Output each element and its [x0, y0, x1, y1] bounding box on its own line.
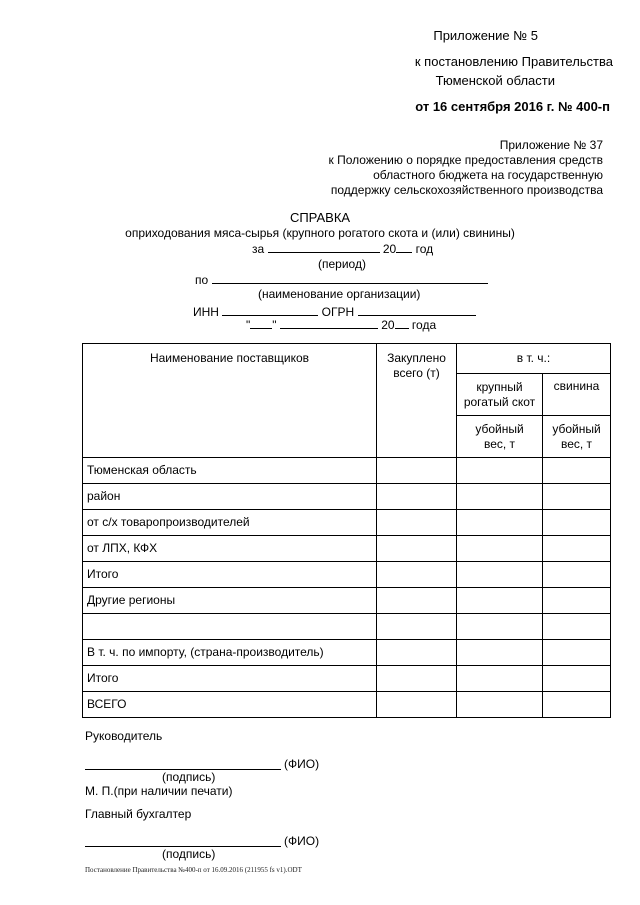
cattle-cell[interactable] [457, 562, 543, 588]
pork-cell[interactable] [543, 588, 611, 614]
pork-cell[interactable] [543, 510, 611, 536]
accountant-label: Главный бухгалтер [85, 807, 192, 821]
table-body [83, 458, 611, 718]
total-cell[interactable] [377, 666, 457, 692]
row-label: ВСЕГО [83, 692, 377, 718]
pork-cell[interactable] [543, 536, 611, 562]
header-cattle: крупный рогатый скот [457, 374, 543, 416]
cattle-cell[interactable] [457, 588, 543, 614]
organization-line [195, 271, 488, 287]
po-label: по [195, 273, 209, 287]
procurement-table [82, 343, 611, 718]
appendix-37-line-2: областного бюджета на государственную [373, 168, 603, 182]
row-label [83, 614, 377, 640]
head-fio-label: (ФИО) [284, 757, 320, 771]
cattle-cell[interactable] [457, 692, 543, 718]
date-line [246, 316, 436, 332]
stamp-label: М. П.(при наличии печати) [85, 784, 233, 798]
year-prefix: 20 [382, 242, 397, 256]
pork-cell[interactable] [543, 484, 611, 510]
date-year-prefix: 20 [381, 318, 395, 332]
cattle-cell[interactable] [457, 458, 543, 484]
total-cell[interactable] [377, 536, 457, 562]
appendix-37-line-1: к Положению о порядке предоставления средств [328, 153, 603, 167]
cattle-cell[interactable] [457, 666, 543, 692]
table-row [83, 588, 611, 614]
head-signature-caption: (подпись) [162, 770, 216, 784]
cattle-cell[interactable] [457, 484, 543, 510]
header-pork-weight: убойный вес, т [543, 416, 611, 458]
document-footer: Постановление Правительства №400-п от 16.09.2016 (211955 fs v1).ODT [85, 866, 302, 874]
cattle-cell[interactable] [457, 510, 543, 536]
row-label: от ЛПХ, КФХ [83, 536, 377, 562]
document-subtitle: оприходования мяса-сырья (крупного рогатого скота и (или) свинины) [125, 226, 515, 240]
pork-cell[interactable] [543, 666, 611, 692]
pork-cell[interactable] [543, 640, 611, 666]
table-row [83, 614, 611, 640]
header-pork: свинина [543, 374, 611, 416]
total-cell[interactable] [377, 692, 457, 718]
date-quote-close: " [272, 318, 277, 332]
table-row [83, 666, 611, 692]
appendix-5-date: от 16 сентября 2016 г. № 400-п [415, 99, 610, 114]
total-cell[interactable] [377, 458, 457, 484]
header-cattle-weight: убойный вес, т [457, 416, 543, 458]
header-total: Закуплено всего (т) [377, 344, 457, 458]
accountant-signature-caption: (подпись) [162, 847, 216, 861]
document-title: СПРАВКА [289, 210, 351, 225]
cattle-cell[interactable] [457, 614, 543, 640]
za-label: за [252, 242, 265, 256]
table-row [83, 640, 611, 666]
row-label: от с/х товаропроизводителей [83, 510, 377, 536]
organization-field[interactable] [212, 271, 488, 284]
date-quote-open: " [246, 318, 251, 332]
table-row [83, 484, 611, 510]
organization-caption: (наименование организации) [258, 287, 421, 301]
total-cell[interactable] [377, 484, 457, 510]
total-cell[interactable] [377, 588, 457, 614]
row-label: Другие регионы [83, 588, 377, 614]
period-caption: (период) [318, 257, 366, 271]
table-row [83, 692, 611, 718]
cattle-cell[interactable] [457, 640, 543, 666]
table-row [83, 536, 611, 562]
header-including: в т. ч.: [457, 344, 611, 374]
period-field[interactable] [268, 240, 380, 253]
row-label: район [83, 484, 377, 510]
total-cell[interactable] [377, 640, 457, 666]
year-field[interactable] [396, 240, 412, 253]
appendix-37-line-3: поддержку сельскохозяйственного производства [330, 183, 603, 197]
inn-label: ИНН [193, 305, 219, 319]
total-cell[interactable] [377, 562, 457, 588]
appendix-5-title: Приложение № 5 [433, 28, 538, 43]
row-label: В т. ч. по импорту, (страна-производитель) [83, 640, 377, 666]
accountant-fio-label: (ФИО) [284, 834, 320, 848]
pork-cell[interactable] [543, 562, 611, 588]
pork-cell[interactable] [543, 692, 611, 718]
row-label: Итого [83, 562, 377, 588]
head-label: Руководитель [85, 729, 163, 743]
row-label: Тюменская область [83, 458, 377, 484]
table-row [83, 458, 611, 484]
appendix-37-title: Приложение № 37 [499, 138, 603, 152]
table-row [83, 510, 611, 536]
total-cell[interactable] [377, 614, 457, 640]
header-suppliers: Наименование поставщиков [83, 344, 377, 458]
table-row [83, 562, 611, 588]
date-year-field[interactable] [395, 316, 409, 329]
day-field[interactable] [250, 316, 272, 329]
date-year-suffix: года [411, 318, 437, 332]
period-line [252, 240, 433, 256]
row-label: Итого [83, 666, 377, 692]
year-suffix: год [415, 242, 434, 256]
ogrn-label: ОГРН [321, 305, 355, 319]
month-field[interactable] [280, 316, 378, 329]
ogrn-field[interactable] [358, 303, 476, 316]
inn-field[interactable] [222, 303, 318, 316]
appendix-5-line-1: к постановлению Правительства [414, 54, 613, 69]
pork-cell[interactable] [543, 458, 611, 484]
appendix-5-line-2: Тюменской области [435, 73, 555, 88]
pork-cell[interactable] [543, 614, 611, 640]
cattle-cell[interactable] [457, 536, 543, 562]
total-cell[interactable] [377, 510, 457, 536]
